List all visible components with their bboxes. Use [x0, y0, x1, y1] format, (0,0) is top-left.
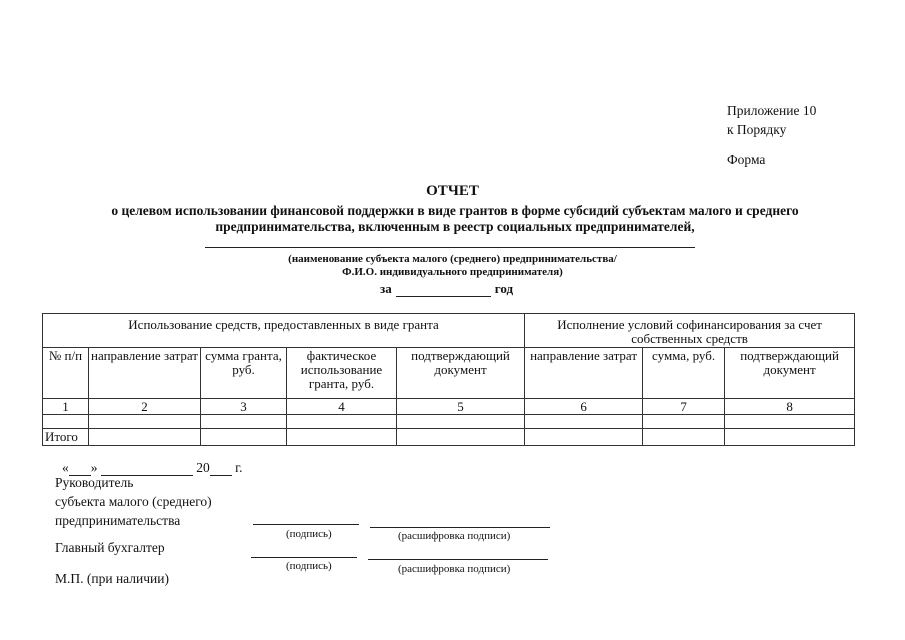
appendix-block — [727, 101, 816, 139]
form-label: Форма — [727, 152, 766, 167]
period-suffix: год — [494, 281, 514, 296]
accountant-decode-caption: (расшифровка подписи) — [398, 563, 511, 575]
col-number-8: 8 — [725, 399, 855, 415]
year-suffix: г. — [235, 460, 243, 475]
head-label — [55, 473, 212, 530]
name-caption-1: (наименование субъекта малого (среднего) предпринимательства/ — [288, 253, 617, 265]
col-header-7: сумма, руб. — [643, 348, 725, 399]
date-close-quote: » — [90, 460, 98, 475]
col-number-4: 4 — [287, 399, 397, 415]
stamp-label: М.П. (при наличии) — [55, 571, 169, 586]
name-caption-2: Ф.И.О. индивидуального предпринимателя) — [342, 266, 563, 278]
col-number-5: 5 — [397, 399, 525, 415]
name-fill-line — [205, 247, 695, 248]
accountant-label: Главный бухгалтер — [55, 540, 165, 555]
head-label-line-2: субъекта малого (среднего) — [55, 494, 212, 509]
col-number-7: 7 — [643, 399, 725, 415]
accountant-decode-line — [368, 559, 548, 560]
col-header-3: сумма гранта, руб. — [201, 348, 287, 399]
head-decode-caption: (расшифровка подписи) — [398, 530, 511, 542]
head-sign-caption: (подпись) — [286, 528, 332, 540]
total-label: Итого — [43, 429, 89, 446]
col-number-3: 3 — [201, 399, 287, 415]
col-header-4: фактическое использование гранта, руб. — [287, 348, 397, 399]
report-table — [42, 313, 855, 446]
period-line — [380, 281, 513, 297]
col-number-6: 6 — [525, 399, 643, 415]
col-header-2: направление затрат — [89, 348, 201, 399]
year-short-fill-line — [210, 463, 232, 476]
head-signature-line — [253, 524, 359, 525]
period-prefix: за — [380, 281, 392, 296]
appendix-line-1: Приложение 10 — [727, 103, 817, 118]
col-header-6: направление затрат — [525, 348, 643, 399]
head-label-line-3: предпринимательства — [55, 513, 181, 528]
accountant-sign-caption: (подпись) — [286, 560, 332, 572]
date-open-quote: « — [62, 460, 69, 475]
group-header-own-funds: Исполнение условий софинансирования за счет собственных средств — [525, 314, 855, 348]
col-number-2: 2 — [89, 399, 201, 415]
head-label-line-1: Руководитель — [55, 475, 134, 490]
accountant-signature-line — [251, 557, 357, 558]
appendix-line-2: к Порядку — [727, 122, 787, 137]
group-header-grant: Использование средств, предоставленных в виде гранта — [43, 314, 525, 348]
year-fill-line — [396, 284, 491, 297]
year-prefix: 20 — [196, 460, 210, 475]
col-header-1: № п/п — [43, 348, 89, 399]
report-subtitle: о целевом использовании финансовой поддержки в виде грантов в форме субсидий субъектам малого и среднего предпринимательства, включенным в реестр социальных предпринимателей, — [111, 203, 799, 234]
col-header-5: подтверждающий документ — [397, 348, 525, 399]
head-decode-line — [370, 527, 550, 528]
col-header-8: подтверждающий документ — [725, 348, 855, 399]
table-row — [43, 415, 855, 429]
col-number-1: 1 — [43, 399, 89, 415]
report-title: ОТЧЕТ — [426, 183, 479, 199]
